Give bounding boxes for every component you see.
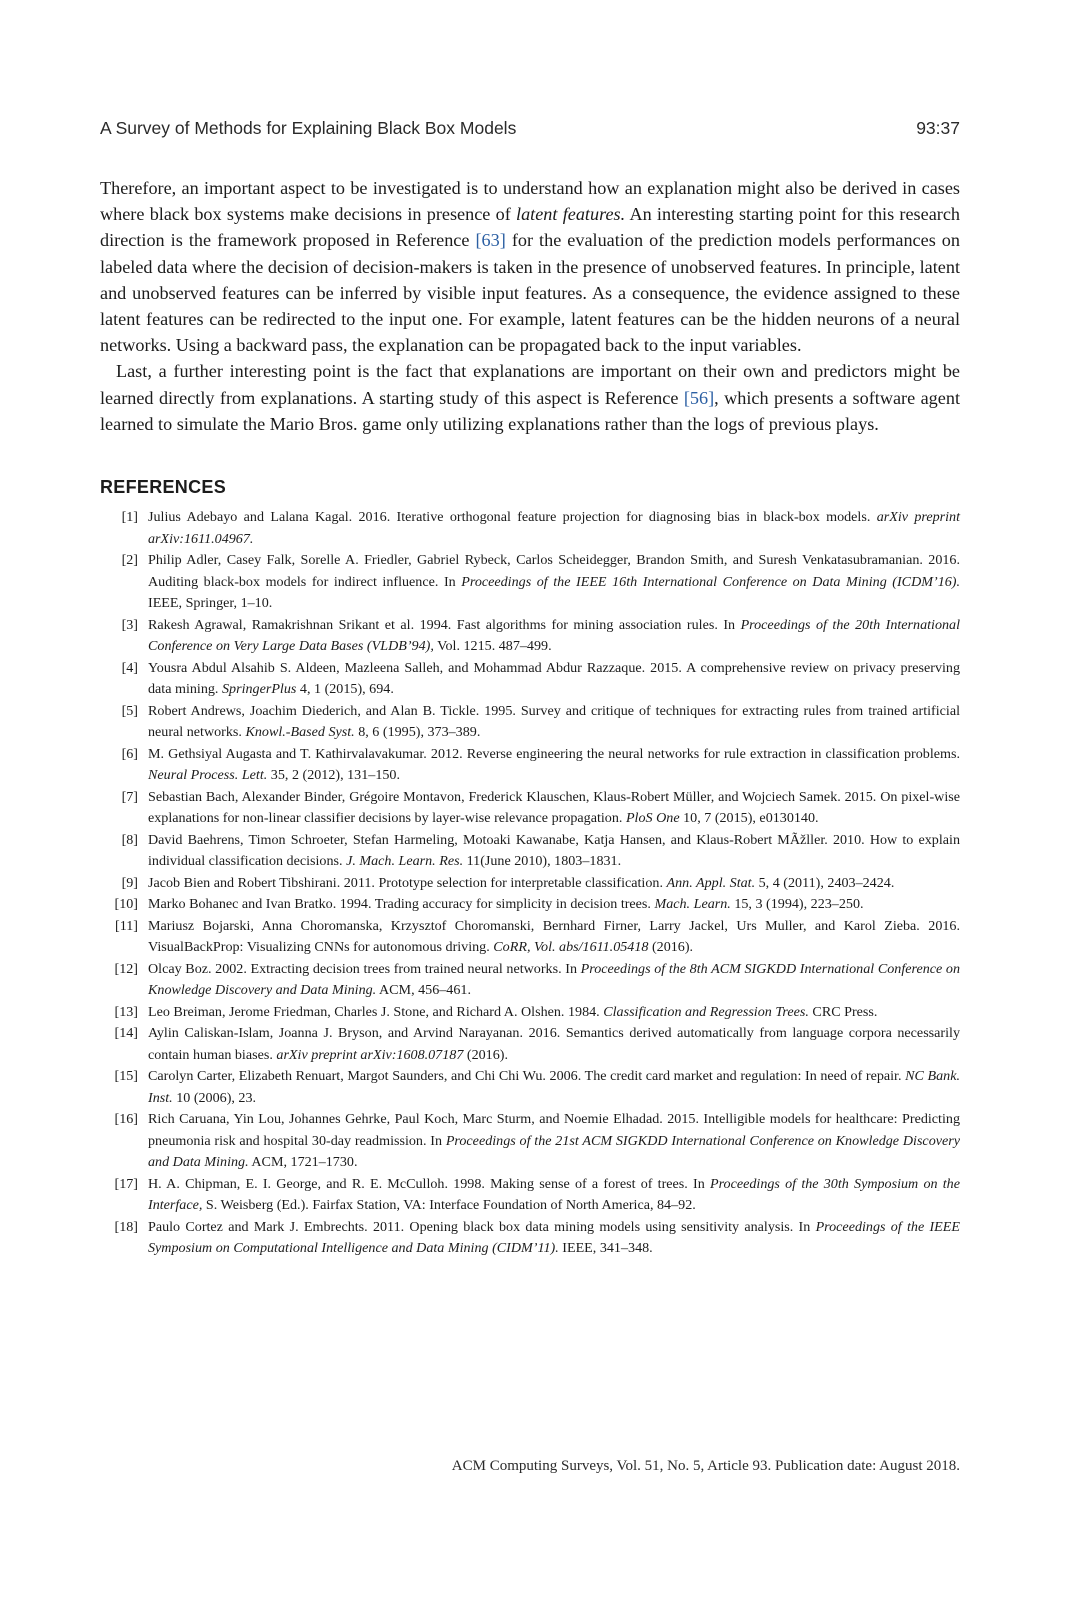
reference-details: 8, 6 (1995), 373–389. <box>354 724 481 741</box>
reference-authors-title: David Baehrens, Timon Schroeter, Stefan Harmeling, Motoaki Kawanabe, Katja Hansen, and Klaus-Robert MÃžller. 2010. How to explain individual classification decisions. <box>148 831 960 870</box>
reference-item <box>100 550 960 615</box>
reference-details: S. Weisberg (Ed.). Fairfax Station, VA: Interface Foundation of North America, 84–92. <box>202 1197 696 1214</box>
reference-text <box>148 507 960 550</box>
reference-details: ACM, 1721–1730. <box>248 1154 358 1171</box>
reference-number: [15] <box>114 1068 138 1085</box>
reference-authors-title: Olcay Boz. 2002. Extracting decision trees from trained neural networks. In <box>148 960 581 977</box>
reference-text <box>148 1002 960 1024</box>
reference-item <box>100 787 960 830</box>
reference-item <box>100 916 960 959</box>
reference-details: ACM, 456–461. <box>376 982 471 999</box>
reference-authors-title: Yousra Abdul Alsahib S. Aldeen, Mazleena Salleh, and Mohammad Abdur Razzaque. 2015. A comprehensive review on privacy preserving data mining. <box>148 659 960 698</box>
reference-details: 11(June 2010), 1803–1831. <box>463 853 622 870</box>
emphasis-text: latent features. <box>516 204 626 225</box>
reference-details: 5, 4 (2011), 2403–2424. <box>755 874 895 891</box>
reference-venue: Proceedings of the 20th International Conference on Very Large Data Bases (VLDB’94), <box>148 616 961 655</box>
reference-venue: CoRR, Vol. abs/1611.05418 <box>493 939 649 956</box>
reference-item <box>100 894 960 916</box>
reference-item <box>100 1066 960 1109</box>
reference-text <box>148 894 960 916</box>
reference-venue: PloS One <box>625 810 680 827</box>
reference-authors-title: Julius Adebayo and Lalana Kagal. 2016. Iterative orthogonal feature projection for diagnosing bias in black-box models. <box>148 509 877 526</box>
reference-number: [13] <box>114 1003 138 1020</box>
reference-text <box>148 787 960 830</box>
reference-number: [6] <box>121 745 138 762</box>
running-title: A Survey of Methods for Explaining Black Box Models <box>100 118 517 138</box>
reference-item <box>100 959 960 1002</box>
reference-item <box>100 615 960 658</box>
reference-number: [12] <box>114 960 138 977</box>
reference-text <box>148 959 960 1002</box>
reference-venue: Proceedings of the IEEE 16th International Conference on Data Mining (ICDM’16). <box>461 573 960 590</box>
reference-number: [11] <box>115 917 138 934</box>
reference-item <box>100 1174 960 1217</box>
reference-venue: SpringerPlus <box>221 681 297 698</box>
reference-text <box>148 1066 960 1109</box>
reference-number: [17] <box>114 1175 138 1192</box>
body-text <box>100 175 960 437</box>
reference-venue: Classification and Regression Trees. <box>603 1003 809 1020</box>
reference-details: (2016). <box>648 939 694 956</box>
paragraph-text: Last, a further interesting point is the fact that explanations are important on their own and predictors might be learned directly from explanations. A starting study of this aspect is Reference <box>100 361 960 408</box>
reference-item <box>100 1023 960 1066</box>
reference-number: [1] <box>121 509 138 526</box>
reference-number: [18] <box>114 1218 138 1235</box>
reference-authors-title: Carolyn Carter, Elizabeth Renuart, Margot Saunders, and Chi Chi Wu. 2006. The credit card market and regulation: In need of repair. <box>148 1068 906 1085</box>
reference-details: IEEE, 341–348. <box>558 1240 653 1257</box>
reference-authors-title: Paulo Cortez and Mark J. Embrechts. 2011. Opening black box data mining models using sensitivity analysis. In <box>148 1218 816 1235</box>
reference-authors-title: Leo Breiman, Jerome Friedman, Charles J. Stone, and Richard A. Olshen. 1984. <box>148 1003 604 1020</box>
reference-number: [5] <box>121 702 138 719</box>
reference-text <box>148 658 960 701</box>
reference-item <box>100 701 960 744</box>
reference-venue: Knowl.-Based Syst. <box>245 724 355 741</box>
reference-text <box>148 615 960 658</box>
reference-text <box>148 873 960 895</box>
paragraph-1 <box>100 175 960 358</box>
reference-number: [8] <box>121 831 138 848</box>
reference-number: [4] <box>121 659 138 676</box>
reference-authors-title: Philip Adler, Casey Falk, Sorelle A. Friedler, Gabriel Rybeck, Carlos Scheidegger, Brandon Smith, and Suresh Venkatasubramanian. 2016. Auditing black-box models for indirect influence. In <box>148 552 960 590</box>
reference-number: [7] <box>121 788 138 805</box>
reference-details: CRC Press. <box>808 1003 878 1020</box>
reference-item <box>100 744 960 787</box>
reference-number: [10] <box>114 896 138 913</box>
reference-details: (2016). <box>463 1046 508 1063</box>
reference-authors-title: Jacob Bien and Robert Tibshirani. 2011. Prototype selection for interpretable classification. <box>148 874 667 891</box>
reference-text <box>148 1023 960 1066</box>
reference-venue: Mach. Learn. <box>654 896 731 913</box>
reference-item <box>100 873 960 895</box>
reference-number: [16] <box>114 1111 138 1128</box>
reference-item <box>100 658 960 701</box>
reference-list <box>100 507 960 1260</box>
reference-number: [14] <box>114 1025 138 1042</box>
reference-venue: arXiv preprint arXiv:1611.04967. <box>148 509 961 547</box>
reference-item <box>100 830 960 873</box>
page <box>100 118 960 1260</box>
reference-authors-title: Marko Bohanec and Ivan Bratko. 1994. Trading accuracy for simplicity in decision trees. <box>148 896 655 913</box>
reference-details: Vol. 1215. 487–499. <box>433 638 552 655</box>
paragraph-text: An interesting starting point for this research direction is the framework proposed in Reference <box>100 204 961 251</box>
reference-details: 10 (2006), 23. <box>172 1089 257 1106</box>
reference-venue: Proceedings of the 21st ACM SIGKDD International Conference on Knowledge Discovery and Data Mining. <box>148 1132 960 1171</box>
reference-number: [3] <box>121 616 138 633</box>
reference-text <box>148 701 960 744</box>
reference-venue: Neural Process. Lett. <box>148 767 268 784</box>
reference-details: IEEE, Springer, 1–10. <box>148 595 273 612</box>
reference-text <box>148 916 960 959</box>
reference-venue: Proceedings of the 30th Symposium on the Interface, <box>148 1175 960 1214</box>
paragraph-text: for the evaluation of the prediction models performances on labeled data where the decision of decision-makers is taken in the presence of unobserved features. In principle, latent and unobserved features can be inferred by visible input features. As a consequence, the evidence assigned to these latent features can be redirected to the input one. For example, latent features can be the hidden neurons of a neural networks. Using a backward pass, the explanation can be propagated back to the input variables. <box>100 230 960 356</box>
reference-details: 15, 3 (1994), 223–250. <box>730 896 864 913</box>
reference-authors-title: Rakesh Agrawal, Ramakrishnan Srikant et al. 1994. Fast algorithms for mining association rules. In <box>148 616 741 633</box>
reference-item <box>100 1109 960 1174</box>
reference-venue: arXiv preprint arXiv:1608.07187 <box>276 1046 464 1063</box>
page-number: 93:37 <box>916 118 960 138</box>
reference-details: 4, 1 (2015), 694. <box>296 681 394 698</box>
reference-authors-title: Mariusz Bojarski, Anna Choromanska, Krzysztof Choromanski, Bernhard Firner, Larry Jackel, Urs Muller, and Karol Zieba. 2016. VisualBackProp: Visualizing CNNs for autonomous driving. <box>148 917 960 956</box>
page-footer: ACM Computing Surveys, Vol. 51, No. 5, Article 93. Publication date: August 2018. <box>451 1458 960 1474</box>
reference-authors-title: Robert Andrews, Joachim Diederich, and Alan B. Tickle. 1995. Survey and critique of techniques for extracting rules from trained artificial neural networks. <box>148 702 960 741</box>
paragraph-2 <box>100 358 960 437</box>
reference-item <box>100 507 960 550</box>
running-head <box>100 118 960 139</box>
reference-venue: Ann. Appl. Stat. <box>666 874 756 891</box>
paragraph-text: Therefore, an important aspect to be investigated is to understand how an explanation might also be derived in cases where black box systems make decisions in presence of <box>100 178 960 225</box>
reference-item <box>100 1002 960 1024</box>
reference-text <box>148 1174 960 1217</box>
reference-text <box>148 744 960 787</box>
reference-details: 10, 7 (2015), e0130140. <box>679 810 819 827</box>
paragraph-text: , which presents a software agent learned to simulate the Mario Bros. game only utilizing explanations rather than the logs of previous plays. <box>100 387 960 434</box>
reference-venue: J. Mach. Learn. Res. <box>346 853 464 870</box>
reference-text <box>148 1217 960 1260</box>
reference-item <box>100 1217 960 1260</box>
reference-text <box>148 550 960 615</box>
reference-details: 35, 2 (2012), 131–150. <box>267 767 400 784</box>
reference-text <box>148 1109 960 1174</box>
reference-venue: NC Bank. Inst. <box>148 1068 960 1106</box>
reference-venue: Proceedings of the IEEE Symposium on Computational Intelligence and Data Mining (CIDM’11). <box>148 1218 960 1257</box>
references-heading: REFERENCES <box>100 477 227 498</box>
reference-authors-title: Aylin Caliskan-Islam, Joanna J. Bryson, and Arvind Narayanan. 2016. Semantics derived automatically from language corpora necessarily contain human biases. <box>148 1025 960 1063</box>
reference-authors-title: Sebastian Bach, Alexander Binder, Grégoire Montavon, Frederick Klauschen, Klaus-Robert Müller, and Wojciech Samek. 2015. On pixel-wise explanations for non-linear classifier decisions by layer-wise relevance propagation. <box>148 788 960 827</box>
reference-venue: Proceedings of the 8th ACM SIGKDD International Conference on Knowledge Discovery and Data Mining. <box>148 960 960 999</box>
reference-authors-title: Rich Caruana, Yin Lou, Johannes Gehrke, Paul Koch, Marc Sturm, and Noemie Elhadad. 2015. Intelligible models for healthcare: Predicting pneumonia risk and hospital 30-day readmission. In <box>148 1111 960 1149</box>
citation-link-63[interactable]: [63] <box>475 230 506 251</box>
citation-link-56[interactable]: [56] <box>683 387 715 408</box>
reference-number: [9] <box>121 874 138 891</box>
reference-authors-title: M. Gethsiyal Augasta and T. Kathirvalavakumar. 2012. Reverse engineering the neural networks for rule extraction in classification problems. <box>148 745 960 762</box>
reference-authors-title: H. A. Chipman, E. I. George, and R. E. McCulloh. 1998. Making sense of a forest of trees. In <box>148 1175 710 1192</box>
reference-number: [2] <box>121 552 138 569</box>
reference-text <box>148 830 960 873</box>
